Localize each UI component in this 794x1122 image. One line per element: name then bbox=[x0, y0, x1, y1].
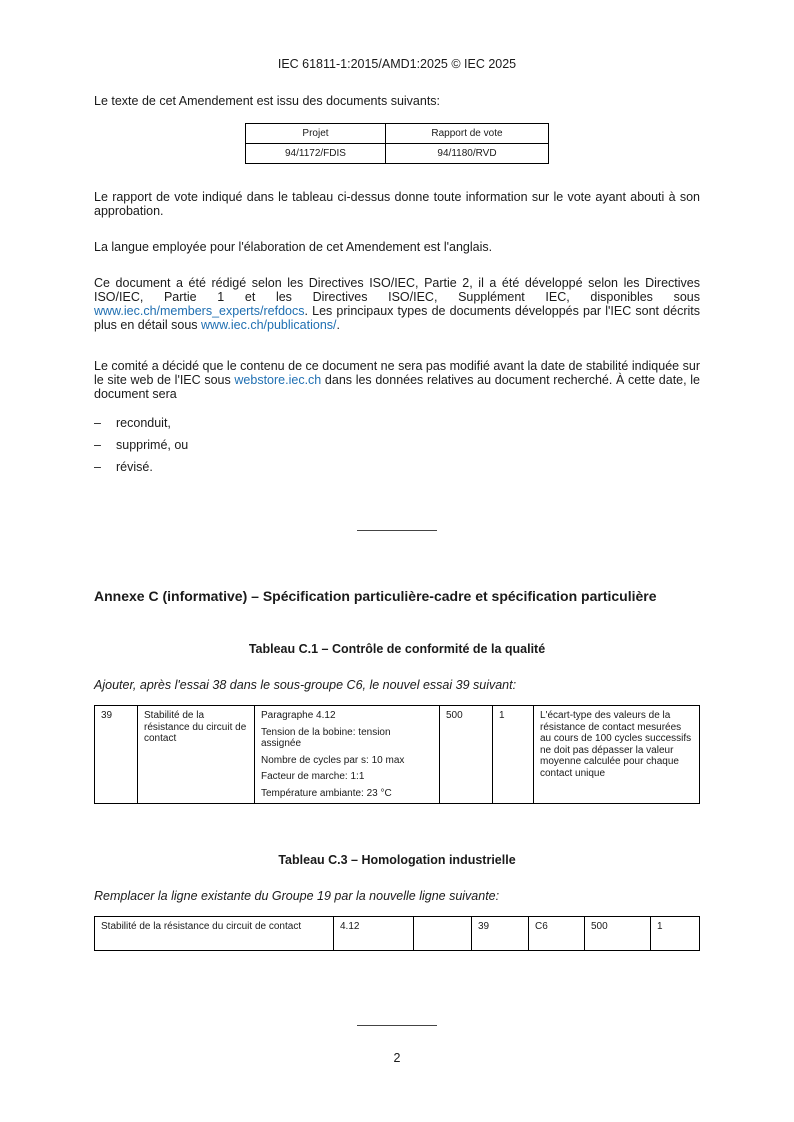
list-item bbox=[94, 460, 153, 474]
cell-projet: 94/1172/FDIS bbox=[246, 144, 386, 164]
cell-test-name: Stabilité de la résistance du circuit de contact bbox=[95, 917, 334, 951]
cell-test-number: 39 bbox=[472, 917, 529, 951]
stability-paragraph bbox=[94, 359, 700, 401]
directives-paragraph bbox=[94, 276, 700, 332]
cell-defects: 1 bbox=[493, 706, 534, 804]
table-row bbox=[95, 917, 700, 951]
refdocs-link[interactable]: www.iec.ch/members_experts/refdocs bbox=[94, 304, 305, 318]
dash-bullet: – bbox=[94, 438, 101, 452]
list-item-text: reconduit, bbox=[116, 416, 171, 430]
cell-sample-size: 500 bbox=[440, 706, 493, 804]
cell-subgroup: C6 bbox=[529, 917, 585, 951]
list-item-text: supprimé, ou bbox=[116, 438, 189, 452]
table-header-row bbox=[246, 124, 549, 144]
cell-rapport: 94/1180/RVD bbox=[385, 144, 548, 164]
list-item bbox=[94, 438, 188, 452]
table-c1-caption: Tableau C.1 – Contrôle de conformité de la qualité bbox=[248, 642, 546, 656]
condition-line: Paragraphe 4.12 bbox=[261, 710, 336, 721]
table-c3-caption: Tableau C.3 – Homologation industrielle bbox=[278, 853, 516, 867]
cell-test-name: Stabilité de la résistance du circuit de contact bbox=[138, 706, 255, 804]
list-item-text: révisé. bbox=[116, 460, 153, 474]
directives-text-3: . bbox=[336, 318, 340, 332]
cell-empty bbox=[414, 917, 472, 951]
section-divider bbox=[357, 530, 437, 531]
table-row bbox=[95, 706, 700, 804]
column-header-rapport: Rapport de vote bbox=[385, 124, 548, 144]
language-paragraph: La langue employée pour l'élaboration de cet Amendement est l'anglais. bbox=[94, 240, 493, 254]
cell-conditions bbox=[255, 706, 440, 804]
cell-requirement: L'écart-type des valeurs de la résistance de contact mesurées au cours de 100 cycles successifs ne doit pas dépasser la valeur moyenne calculée pour chaque contact unique bbox=[534, 706, 700, 804]
intro-text: Le texte de cet Amendement est issu des documents suivants: bbox=[94, 94, 441, 108]
footer-divider bbox=[357, 1025, 437, 1026]
table-c3-instruction: Remplacer la ligne existante du Groupe 19 par la nouvelle ligne suivante: bbox=[94, 889, 500, 903]
condition-line: Température ambiante: 23 °C bbox=[261, 787, 392, 799]
table-row bbox=[246, 144, 549, 164]
page-number: 2 bbox=[393, 1051, 401, 1065]
directives-text-2: . Les principaux types de documents développés par l'IEC sont décrits plus en détail sous bbox=[94, 304, 700, 332]
document-header: IEC 61811-1:2015/AMD1:2025 © IEC 2025 bbox=[277, 57, 517, 71]
stability-text-1: Le comité a décidé que le contenu de ce document ne sera pas modifié avant la date de stabilité indiquée sur le site web de l'IEC sous bbox=[94, 359, 700, 387]
annex-title: Annexe C (informative) – Spécification particulière-cadre et spécification particulière bbox=[94, 588, 657, 604]
table-c3 bbox=[94, 916, 700, 951]
cell-clause: 4.12 bbox=[334, 917, 414, 951]
cell-defects: 1 bbox=[651, 917, 700, 951]
condition-line: Nombre de cycles par s: 10 max bbox=[261, 754, 405, 766]
cell-test-number: 39 bbox=[95, 706, 138, 804]
cell-sample-size: 500 bbox=[585, 917, 651, 951]
webstore-link[interactable]: webstore.iec.ch bbox=[234, 373, 322, 387]
dash-bullet: – bbox=[94, 460, 101, 474]
list-item bbox=[94, 416, 171, 430]
condition-line: Tension de la bobine: tension assignée bbox=[261, 726, 391, 749]
table-c1 bbox=[94, 705, 700, 804]
condition-line: Facteur de marche: 1:1 bbox=[261, 771, 365, 782]
voting-documents-table bbox=[245, 123, 549, 164]
directives-text-1: Ce document a été rédigé selon les Directives ISO/IEC, Partie 2, il a été développé selon les Directives ISO/IEC, Partie 1 et les Directives ISO/IEC, Supplément IEC, disponibles sous bbox=[94, 276, 700, 304]
dash-bullet: – bbox=[94, 416, 101, 430]
stability-text-2: dans les données relatives au document recherché. À cette date, le document sera bbox=[94, 373, 700, 401]
publications-link[interactable]: www.iec.ch/publications/ bbox=[201, 318, 337, 332]
column-header-projet: Projet bbox=[246, 124, 386, 144]
table-c1-instruction: Ajouter, après l'essai 38 dans le sous-groupe C6, le nouvel essai 39 suivant: bbox=[94, 678, 517, 692]
vote-report-paragraph: Le rapport de vote indiqué dans le tableau ci-dessus donne toute information sur le vote ayant abouti à son approbation. bbox=[94, 190, 700, 218]
